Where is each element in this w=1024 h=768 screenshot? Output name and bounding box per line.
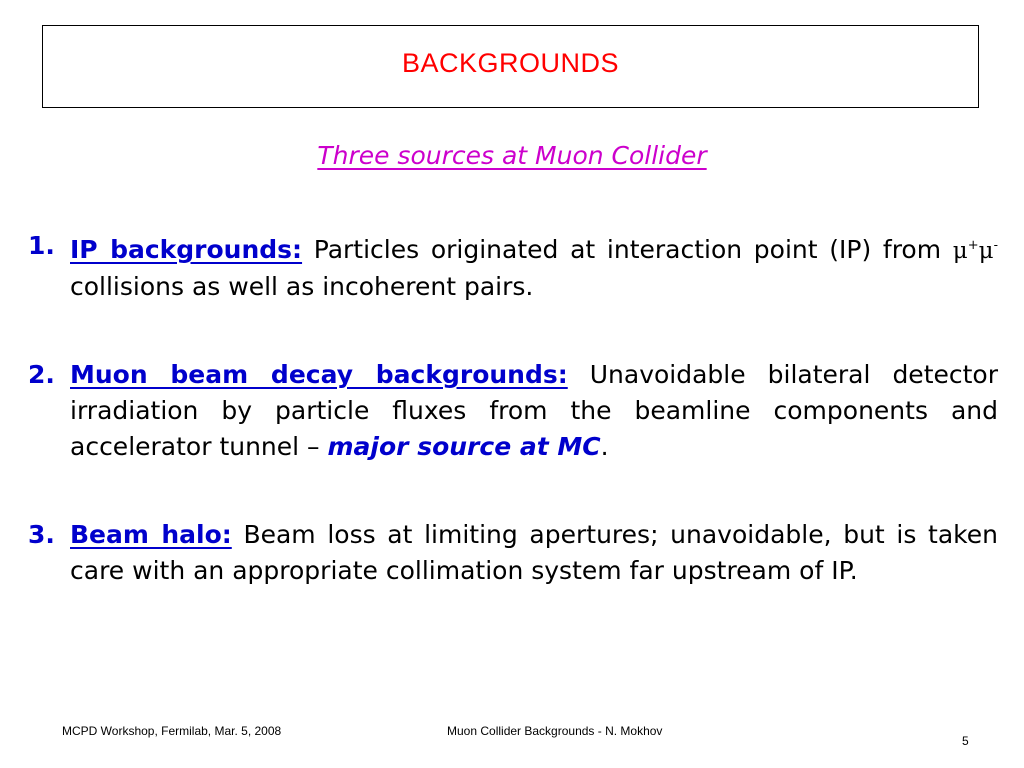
item-term: Beam halo: bbox=[70, 520, 232, 549]
list-item-muon-beam-decay bbox=[28, 357, 998, 465]
item-text: . bbox=[600, 432, 609, 461]
item-number: 1. bbox=[28, 231, 55, 260]
footer-event: MCPD Workshop, Fermilab, Mar. 5, 2008 bbox=[62, 724, 282, 738]
minus-superscript: - bbox=[993, 238, 998, 253]
slide-title: BACKGROUNDS bbox=[401, 48, 620, 78]
mu-plus-mu-minus-symbol bbox=[953, 238, 998, 264]
list-item-ip-backgrounds bbox=[28, 228, 998, 305]
item-text: collisions as well as incoherent pairs. bbox=[70, 272, 534, 301]
slide-subtitle bbox=[0, 141, 1024, 170]
item-emphasis: major source at MC bbox=[327, 432, 601, 461]
source-list bbox=[28, 228, 998, 641]
page-number: 5 bbox=[962, 734, 969, 748]
subtitle-text: Three sources at Muon Collider bbox=[317, 141, 707, 170]
item-text: Unavoidable bilateral detector irradiation by particle fluxes from the beamline components and accelerator tunnel – bbox=[70, 360, 998, 461]
mu-symbol: μ bbox=[978, 238, 994, 264]
item-term: Muon beam decay backgrounds: bbox=[70, 360, 568, 389]
item-number: 3. bbox=[28, 520, 55, 549]
title-box bbox=[42, 25, 979, 108]
item-term: IP backgrounds: bbox=[70, 235, 303, 264]
list-item-beam-halo bbox=[28, 517, 998, 589]
item-text: Particles originated at interaction point (IP) from bbox=[302, 235, 953, 264]
item-text: Beam loss at limiting apertures; unavoidable, but is taken care with an appropriate collimation system far upstream of IP. bbox=[70, 520, 998, 585]
mu-symbol: μ bbox=[952, 238, 968, 264]
footer-title-author: Muon Collider Backgrounds - N. Mokhov bbox=[447, 724, 663, 738]
plus-superscript: + bbox=[967, 238, 979, 253]
item-number: 2. bbox=[28, 360, 55, 389]
